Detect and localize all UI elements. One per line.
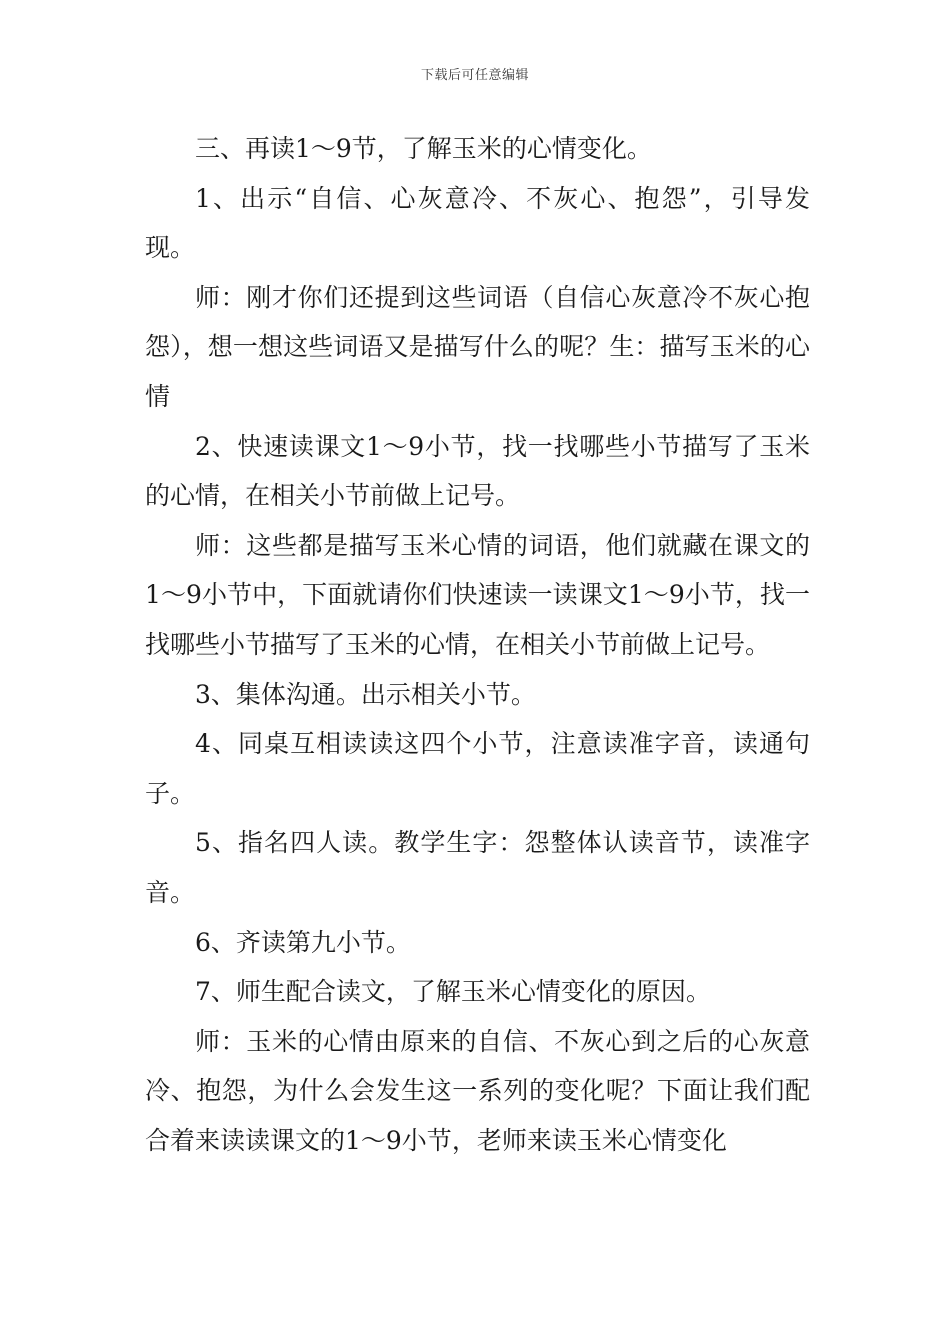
- paragraph-teacher-dialogue-3: 师：玉米的心情由原来的自信、不灰心到之后的心灰意冷、抱怨，为什么会发生这一系列的变化呢？下面让我们配合着来读读课文的1～9小节，老师来读玉米心情变化: [145, 1026, 810, 1155]
- paragraph-teacher-dialogue-1: 师：刚才你们还提到这些词语（自信心灰意冷不灰心抱怨），想一想这些词语又是描写什么的呢？生：描写玉米的心情: [145, 282, 810, 411]
- paragraph-teacher-dialogue-2: 师：这些都是描写玉米心情的词语，他们就藏在课文的1～9小节中，下面就请你们快速读一读课文1～9小节，找一找哪些小节描写了玉米的心情，在相关小节前做上记号。: [145, 530, 810, 659]
- paragraph-step-3: 3、集体沟通。出示相关小节。: [195, 679, 536, 709]
- paragraph-step-4: 4、同桌互相读读这四个小节，注意读准字音，读通句子。: [145, 729, 810, 808]
- paragraph-step-1: 1、出示“自信、心灰意冷、不灰心、抱怨”，引导发现。: [145, 183, 810, 263]
- paragraph-step-2: 2、快速读课文1～9小节，找一找哪些小节描写了玉米的心情，在相关小节前做上记号。: [145, 431, 810, 511]
- paragraph-step-7: 7、师生配合读文，了解玉米心情变化的原因。: [195, 977, 711, 1007]
- paragraph-section-heading: 三、再读1～9节，了解玉米的心情变化。: [195, 134, 652, 163]
- paragraph-step-5: 5、指名四人读。教学生字：怨整体认读音节，读准字音。: [145, 828, 810, 907]
- paragraph-step-6: 6、齐读第九小节。: [195, 927, 411, 957]
- page-header-note: 下载后可任意编辑: [420, 68, 529, 83]
- document-body: [145, 124, 810, 1165]
